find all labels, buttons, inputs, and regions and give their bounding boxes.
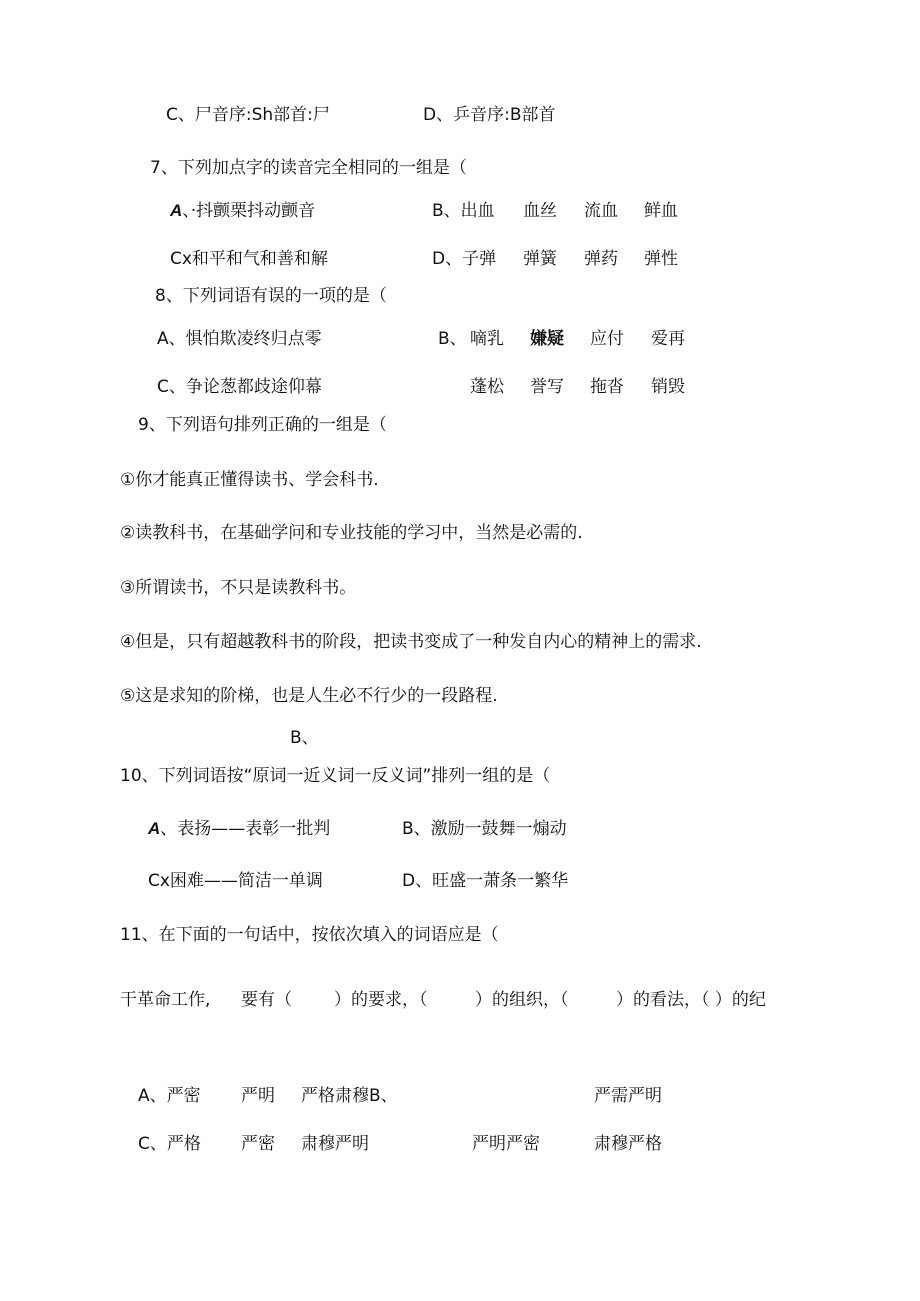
q7-option-b-1: B、出血 (432, 201, 495, 221)
q8-option-d-4: 销毁 (651, 377, 685, 397)
q11-option-a-2: 严明 (241, 1086, 275, 1106)
q7-option-b-3: 流血 (584, 201, 618, 221)
q8-option-d-3: 拖沓 (590, 377, 624, 397)
q7-option-b-4: 鲜血 (644, 201, 678, 221)
q8-option-b-3: 应付 (590, 329, 624, 349)
q10-option-b: B、激励一鼓舞一煽动 (402, 819, 567, 839)
q8-stem: 8、下列词语有误的一项的是（ (155, 286, 387, 306)
q11-option-a-3: 严格肃穆B、 (301, 1086, 398, 1106)
q8-option-b-4: 爱再 (651, 329, 685, 349)
q10-option-a (148, 818, 330, 840)
q7-option-a-text: 、·抖颤栗抖动颤音 (182, 201, 316, 221)
q10-option-a-letter: A (148, 819, 161, 838)
q8-option-a: A、惧怕欺凌终归点零 (157, 329, 322, 349)
q9-sentence-1: ①你才能真正懂得读书、学会科书. (120, 470, 379, 490)
q9-option-b: B、 (290, 728, 319, 748)
q8-option-b-2: 嫌疑 (530, 329, 564, 349)
q7-option-d-3: 弹药 (584, 249, 618, 269)
q7-option-c: Cx和平和气和善和解 (170, 249, 328, 269)
q8-option-b-1: 嘀乳 (470, 329, 504, 349)
q11-option-c-2: 严密 (241, 1134, 275, 1154)
q10-option-c: Cx困难——简洁一单调 (148, 871, 323, 891)
q9-stem: 9、下列语句排列正确的一组是（ (138, 415, 387, 435)
q8-option-b-letter: B、 (438, 329, 467, 349)
q11-option-c-1: C、严格 (138, 1134, 201, 1154)
q6-option-d: D、乒音序:B部首 (423, 105, 556, 125)
q10-option-d: D、旺盛一萧条一繁华 (402, 871, 569, 891)
q11-sentence-3: ）的要求，（ (334, 990, 428, 1010)
q8-option-d-1: 蓬松 (470, 377, 504, 397)
q11-option-c-3: 肃穆严明 (301, 1134, 369, 1154)
q10-stem: 10、下列词语按“原词一近义词一反义词”排列一组的是（ (120, 766, 551, 786)
q8-option-c: C、争论葱都歧途仰幕 (157, 377, 322, 397)
q9-sentence-3: ③所谓读书，不只是读教科书。 (120, 578, 357, 598)
q9-sentence-4: ④但是，只有超越教科书的阶段，把读书变成了一种发自内心的精神上的需求. (120, 632, 702, 652)
q10-option-a-text: 、表扬——表彰一批判 (160, 819, 331, 839)
q11-sentence-5: ）的看法，（ ）的纪 (616, 990, 766, 1010)
q7-option-b-2: 血丝 (523, 201, 557, 221)
q11-option-a-1: A、严密 (138, 1086, 201, 1106)
q8-option-d-2: 誉写 (530, 377, 564, 397)
q7-option-d-1: D、子弹 (432, 249, 497, 269)
q9-sentence-5: ⑤这是求知的阶梯，也是人生必不行少的一段路程. (120, 686, 498, 706)
q9-sentence-2: ②读教科书，在基础学问和专业技能的学习中，当然是必需的. (120, 523, 583, 543)
q7-stem: 7、下列加点字的读音完全相同的一组是（ (150, 158, 467, 178)
q11-option-d-2: 肃穆严格 (594, 1134, 662, 1154)
q7-option-d-4: 弹性 (644, 249, 678, 269)
q11-option-d-1: 严明严密 (472, 1134, 540, 1154)
q11-sentence-1: 干革命工作, (120, 990, 211, 1010)
q11-sentence-2: 要有（ (241, 990, 292, 1010)
q7-option-d-2: 弹簧 (523, 249, 557, 269)
q11-option-b-tail: 严需严明 (594, 1086, 662, 1106)
q11-sentence-4: ）的组织，（ (475, 990, 569, 1010)
q6-option-c: C、尸音序:Sh部首:尸 (166, 105, 330, 125)
q7-option-a-letter: A (170, 201, 183, 220)
q11-stem: 11、在下面的一句话中，按依次填入的词语应是（ (120, 925, 499, 945)
q7-option-a (170, 200, 315, 222)
